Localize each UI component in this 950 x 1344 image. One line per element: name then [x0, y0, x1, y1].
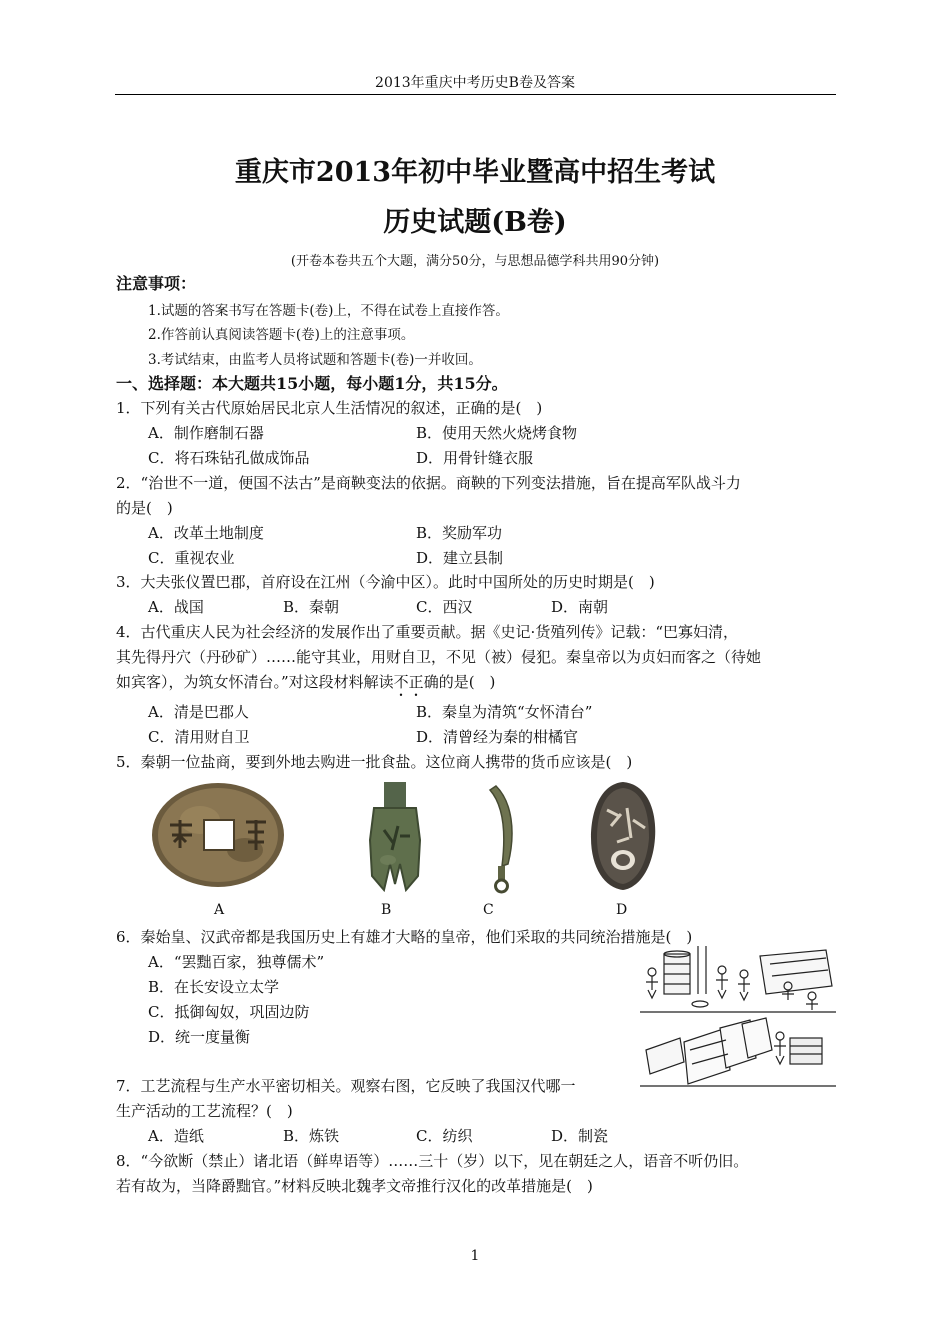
coin-label-c: C	[483, 902, 494, 918]
q4-stem-post: 确的是( )	[423, 673, 496, 691]
question-7-stem-cont: 生产活动的工艺流程？( )	[116, 1102, 293, 1120]
question-4-stem: 4．古代重庆人民为社会经济的发展作出了重要贡献。据《史记·货殖列传》记载：“巴寡妇清，	[116, 623, 738, 641]
papermaking-process-illustration	[640, 946, 836, 1102]
q2-option-a: A．改革土地制度	[148, 524, 264, 542]
notice-item: 1.试题的答案书写在答题卡(卷)上，不得在试卷上直接作答。	[148, 303, 509, 319]
q4-option-a: A．清是巴郡人	[148, 703, 249, 721]
q3-option-a: A．战国	[148, 598, 204, 616]
header-rule	[115, 94, 836, 95]
ant-nose-coin-image	[587, 780, 659, 892]
q7-option-d: D．制瓷	[551, 1127, 609, 1145]
q7-option-a: A．造纸	[148, 1127, 204, 1145]
q3-option-b: B．秦朝	[283, 598, 340, 616]
question-5-stem: 5．秦朝一位盐商，要到外地去购进一批食盐。这位商人携带的货币应该是( )	[116, 753, 633, 771]
q3-option-c: C．西汉	[416, 598, 473, 616]
q4-option-d: D．清曾经为秦的柑橘官	[416, 728, 579, 746]
q2-option-c: C．重视农业	[148, 549, 235, 567]
question-7-stem: 7．工艺流程与生产水平密切相关。观察右图，它反映了我国汉代哪一	[116, 1077, 576, 1095]
q3-option-d: D．南朝	[551, 598, 609, 616]
question-8-stem-cont: 若有故为，当降爵黜官。”材料反映北魏孝文帝推行汉化的改革措施是( )	[116, 1177, 593, 1195]
question-1-stem: 1．下列有关古代原始居民北京人生活情况的叙述，正确的是( )	[116, 399, 543, 417]
q4-option-c: C．清用财自卫	[148, 728, 250, 746]
q1-option-d: D．用骨针缝衣服	[416, 449, 534, 467]
knife-coin-image	[482, 782, 522, 894]
question-4-stem-cont: 其先得丹穴（丹砂矿）……能守其业，用财自卫，不见（被）侵犯。秦皇帝以为贞妇而客之（待她	[116, 648, 762, 666]
question-3-stem: 3．大夫张仪置巴郡，首府设在江州（今渝中区）。此时中国所处的历史时期是( )	[116, 573, 655, 591]
q4-emphasis: 不正	[393, 673, 424, 691]
question-2-stem: 2．“治世不一道，便国不法古”是商鞅变法的依据。商鞅的下列变法措施，旨在提高军队战斗力	[116, 474, 741, 492]
q1-option-a: A．制作磨制石器	[148, 424, 264, 442]
section-heading: 一、选择题：本大题共15小题，每小题1分，共15分。	[116, 374, 508, 393]
ban-liang-coin-image	[150, 780, 286, 890]
q6-option-a: A．“罢黜百家，独尊儒术”	[148, 953, 325, 971]
question-8-stem: 8．“今欲断（禁止）诸北语（鲜卑语等）……三十（岁）以下，见在朝廷之人，语音不听仍旧。	[116, 1152, 749, 1170]
q7-option-c: C．纺织	[416, 1127, 473, 1145]
coin-label-b: B	[381, 902, 392, 918]
coin-label-d: D	[616, 902, 628, 918]
notice-heading: 注意事项：	[116, 274, 197, 293]
q1-option-b: B．使用天然火烧烤食物	[416, 424, 578, 442]
q6-option-c: C．抵御匈奴，巩固边防	[148, 1003, 310, 1021]
q2-option-b: B．奖励军功	[416, 524, 503, 542]
question-4-stem-cont2	[116, 671, 495, 700]
notice-item: 2.作答前认真阅读答题卡(卷)上的注意事项。	[148, 327, 415, 343]
q2-option-d: D．建立县制	[416, 549, 504, 567]
q7-option-b: B．炼铁	[283, 1127, 340, 1145]
coin-label-a: A	[214, 902, 225, 918]
q1-option-c: C．将石珠钻孔做成饰品	[148, 449, 310, 467]
q6-option-b: B．在长安设立太学	[148, 978, 280, 996]
question-6-stem: 6．秦始皇、汉武帝都是我国历史上有雄才大略的皇帝，他们采取的共同统治措施是( )	[116, 928, 693, 946]
notice-item: 3.考试结束，由监考人员将试题和答题卡(卷)一并收回。	[148, 352, 482, 368]
q6-option-d: D．统一度量衡	[148, 1028, 251, 1046]
question-2-stem-cont: 的是( )	[116, 499, 173, 517]
q4-stem-pre: 如宾客），为筑女怀清台。”对这段材料解读	[116, 673, 394, 691]
exam-subtitle: 历史试题(B卷)	[383, 207, 567, 238]
spade-coin-image	[366, 780, 424, 892]
q4-option-b: B．秦皇为清筑“女怀清台”	[416, 703, 593, 721]
exam-title: 重庆市2013年初中毕业暨高中招生考试	[234, 157, 716, 188]
exam-info: (开卷本卷共五个大题，满分50分，与思想品德学科共用90分钟)	[290, 254, 660, 269]
page-number: 1	[470, 1248, 480, 1264]
page-header: 2013年重庆中考历史B卷及答案	[375, 75, 575, 91]
